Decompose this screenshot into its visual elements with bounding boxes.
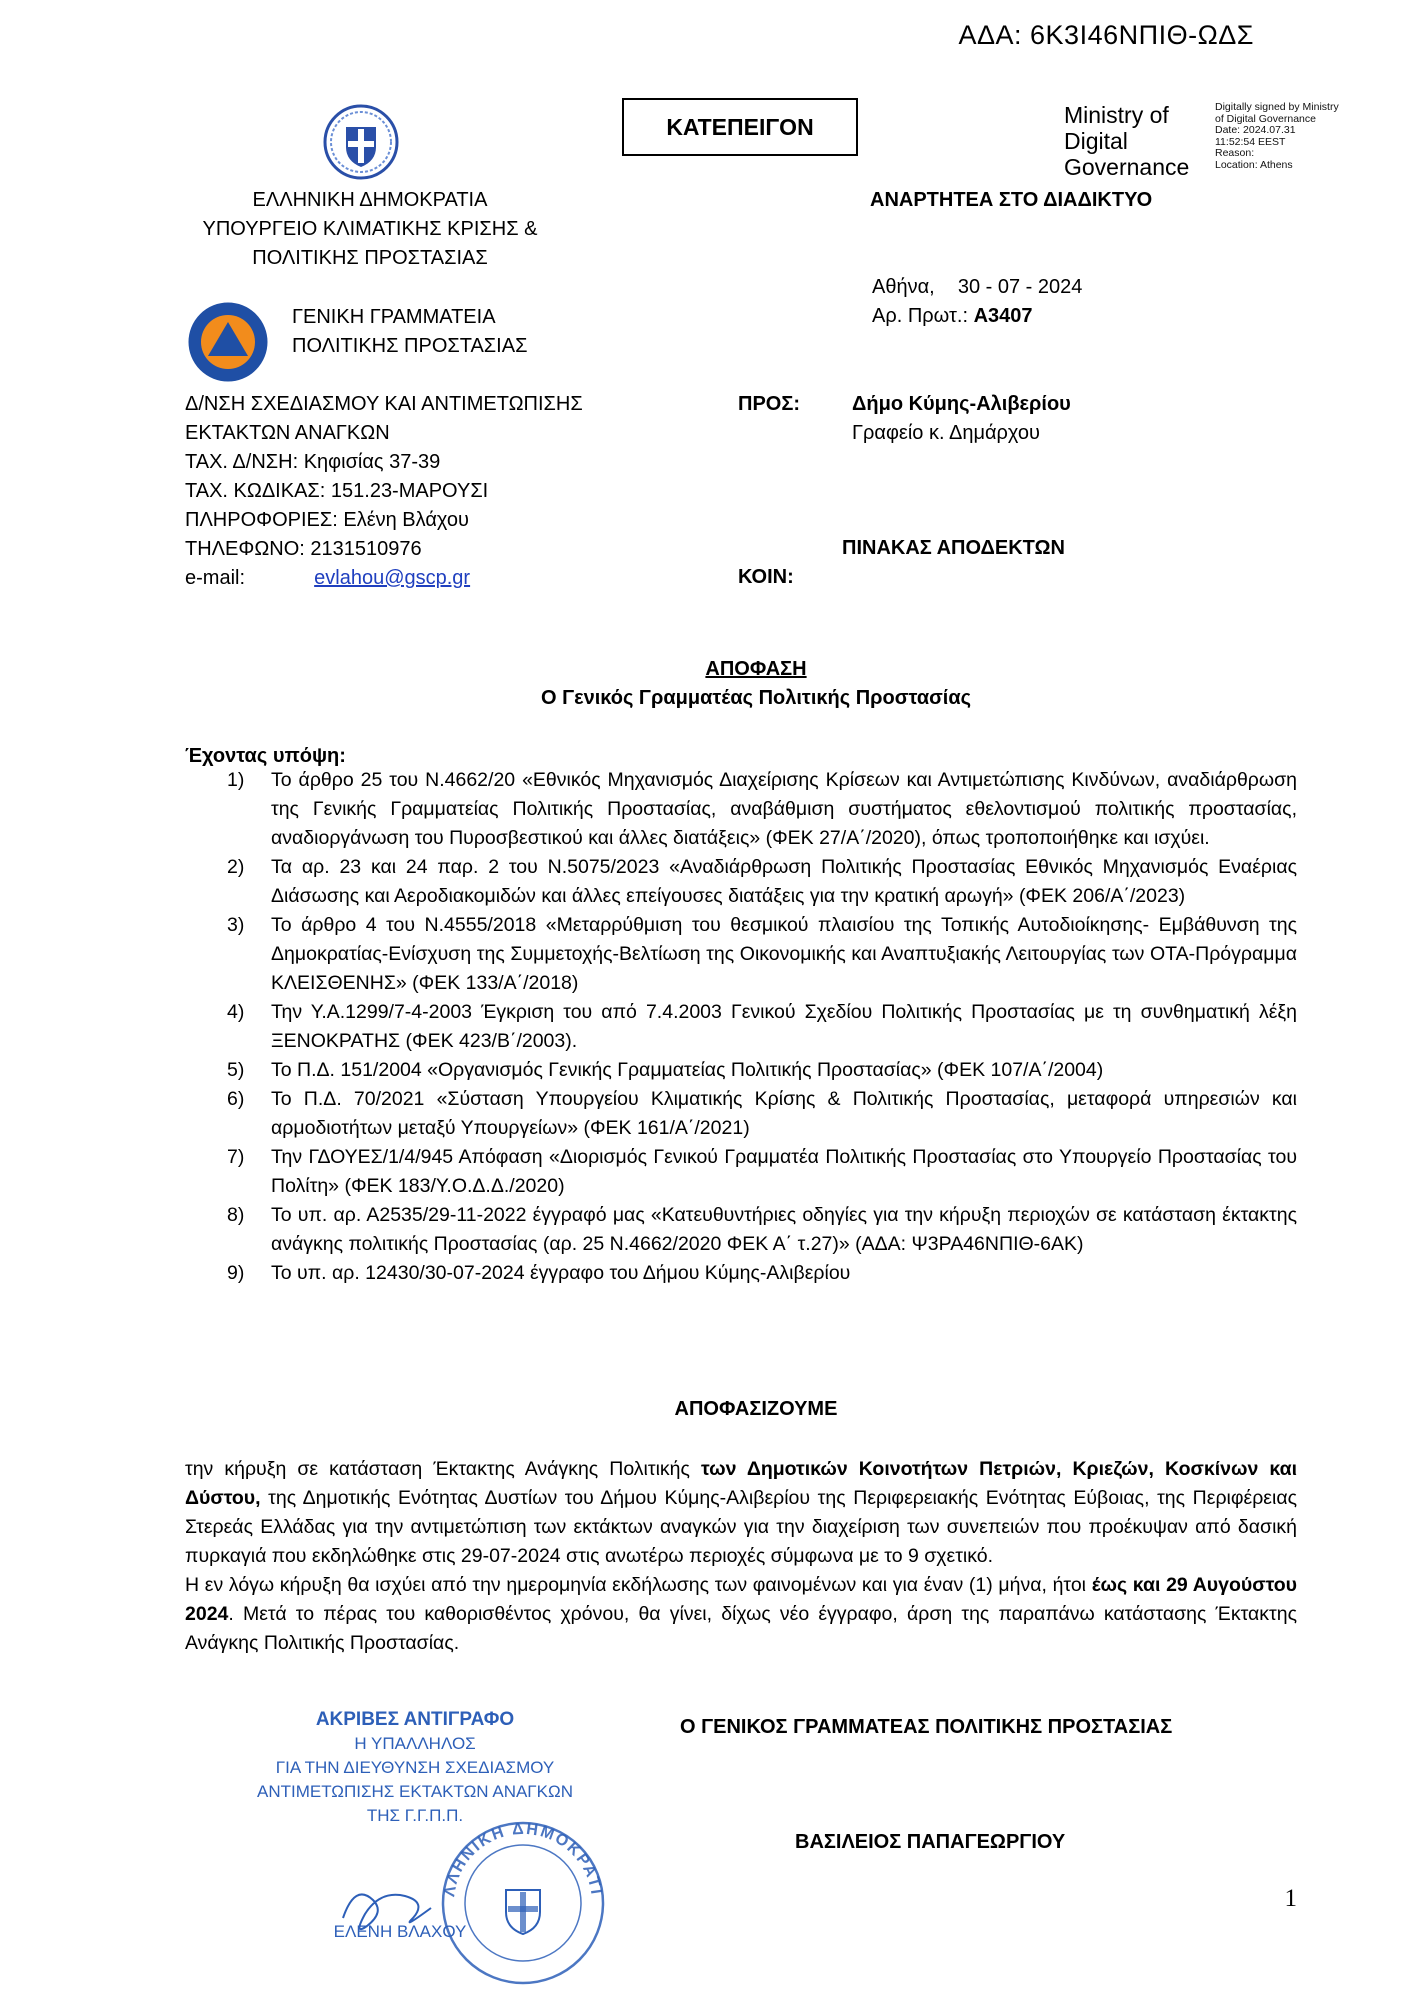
- item-text: Το Π.Δ. 70/2021 «Σύσταση Υπουργείου Κλιματικής Κρίσης & Πολιτικής Προστασίας, μεταφορά υπηρεσιών και αρμοδιοτήτων μεταξύ Υπουργείων» (ΦΕΚ 161/Α΄/2021): [271, 1088, 1297, 1139]
- greek-coat-of-arms-icon: [322, 103, 400, 181]
- p2-text-c: . Μετά το πέρας του καθορισθέντος χρόνου, θα γίνει, δίχως νέο έγγραφο, άρση της παραπάνω κατάστασης Έκτακτης Ανάγκης Πολιτικής Προστασίας.: [185, 1603, 1297, 1654]
- list-item: [185, 998, 1297, 1056]
- decision-body: [185, 1455, 1297, 1658]
- item-number: 1): [227, 769, 245, 791]
- certified-copy-stamp: [235, 1708, 595, 1828]
- ministry-line: Ministry of: [1064, 102, 1169, 128]
- sig-line: Date: 2024.07.31: [1215, 124, 1296, 136]
- to-label: ΠΡΟΣ:: [738, 393, 801, 415]
- item-number: 7): [227, 1146, 245, 1168]
- item-number: 8): [227, 1204, 245, 1226]
- item-text: Το υπ. αρ. Α2535/29-11-2022 έγγραφό μας «Κατευθυντήριες οδηγίες για την κήρυξη περιοχών σε κατάσταση έκτακτης ανάγκης πολιτικής Προστασίας (αρ. 25 Ν.4662/2020 ΦΕΚ Α΄ τ.27)» (ΑΔΑ: Ψ3ΡΑ46ΝΠΙΘ-6ΑΚ): [271, 1204, 1297, 1255]
- ministry-line-1: ΥΠΟΥΡΓΕΙΟ ΚΛΙΜΑΤΙΚΗΣ ΚΡΙΣΗΣ &: [202, 218, 538, 240]
- item-text: Το Π.Δ. 151/2004 «Οργανισμός Γενικής Γραμματείας Πολιτικής Προστασίας» (ΦΕΚ 107/Α΄/2004): [271, 1059, 1104, 1081]
- official-seal-icon: [438, 1818, 608, 1988]
- email-line: [185, 564, 645, 593]
- urgent-box: ΚΑΤΕΠΕΙΓΟΝ: [622, 98, 858, 156]
- directorate-line-1: Δ/ΝΣΗ ΣΧΕΔΙΑΣΜΟΥ ΚΑΙ ΑΝΤΙΜΕΤΩΠΙΣΗΣ: [185, 393, 583, 415]
- issuer-block: [160, 186, 580, 273]
- stamp-line-1: ΑΚΡΙΒΕΣ ΑΝΤΙΓΡΑΦΟ: [315, 1709, 515, 1730]
- p2-text-b: έως και 29 Αυγούστου 2024: [185, 1574, 1297, 1625]
- stamp-line-5: ΤΗΣ Γ.Γ.Π.Π.: [366, 1806, 464, 1825]
- decision-title: ΑΠΟΦΑΣΗ: [705, 658, 807, 680]
- ministry-digital-governance: [1064, 102, 1189, 180]
- to-name: Δήμο Κύμης-Αλιβερίου: [852, 393, 1071, 415]
- sig-line: Location: Athens: [1215, 158, 1293, 171]
- considering-list: [185, 766, 1297, 1288]
- civil-protection-logo-icon: [186, 300, 270, 384]
- list-item: [185, 1085, 1297, 1143]
- to-block: [852, 390, 1071, 448]
- paragraph-declaration: [185, 1455, 1297, 1571]
- item-text: Τα αρ. 23 και 24 παρ. 2 του Ν.5075/2023 «Αναδιάρθρωση Πολιτικής Προστασίας Εθνικός Μηχανισμός Εναέριας Διάσωσης και Αεροδιακομιδών και άλλες επείγουσες διατάξεις για την κρατική αρωγή» (ΦΕΚ 206/Α΄/2023): [271, 856, 1297, 907]
- koin-value: ΠΙΝΑΚΑΣ ΑΠΟΔΕΚΤΩΝ: [842, 537, 1065, 559]
- paragraph-validity: [185, 1571, 1297, 1658]
- gen-sec-line-1: ΓΕΝΙΚΗ ΓΡΑΜΜΑΤΕΙΑ: [292, 306, 496, 328]
- p2-text-a: Η εν λόγω κήρυξη θα ισχύει από την ημερομηνία εκδήλωσης των φαινομένων και για έναν (1) μήνα, ήτοι: [185, 1574, 1092, 1596]
- item-text: Το υπ. αρ. 12430/30-07-2024 έγγραφο του Δήμου Κύμης-Αλιβερίου: [271, 1262, 851, 1284]
- list-item: [185, 853, 1297, 911]
- stamp-line-4: ΑΝΤΙΜΕΤΩΠΙΣΗΣ ΕΚΤΑΚΤΩΝ ΑΝΑΓΚΩΝ: [257, 1782, 573, 1801]
- protocol-line: [872, 302, 1033, 331]
- to-office: Γραφείο κ. Δημάρχου: [852, 422, 1040, 444]
- directorate-block: [185, 390, 645, 593]
- item-number: 6): [227, 1088, 245, 1110]
- item-text: Την Υ.Α.1299/7-4-2003 Έγκριση του από 7.4.2003 Γενικού Σχεδίου Πολιτικής Προστασίας με τη συνθηματική λέξη ΞΕΝΟΚΡΑΤΗΣ (ΦΕΚ 423/Β΄/2003).: [271, 1001, 1297, 1052]
- page-number: 1: [1284, 1885, 1297, 1912]
- list-item: [185, 1056, 1297, 1085]
- sig-line: of Digital Governance: [1215, 112, 1316, 125]
- ministry-line-2: ΠΟΛΙΤΙΚΗΣ ΠΡΟΣΤΑΣΙΑΣ: [252, 247, 488, 269]
- ada-code: ΑΔΑ: 6Κ3Ι46ΝΠΙΘ-ΩΔΣ: [958, 20, 1254, 50]
- item-number: 2): [227, 856, 245, 878]
- email-label: e-mail:: [185, 567, 246, 589]
- protocol-value: Α3407: [973, 305, 1033, 327]
- we-decide-heading: ΑΠΟΦΑΣΙΖΟΥΜΕ: [674, 1398, 838, 1420]
- item-number: 3): [227, 914, 245, 936]
- item-number: 5): [227, 1059, 245, 1081]
- signature-name: ΒΑΣΙΛΕΙΟΣ ΠΑΠΑΓΕΩΡΓΙΟΥ: [795, 1831, 1066, 1853]
- stamp-line-2: Η ΥΠΑΛΛΗΛΟΣ: [354, 1734, 476, 1753]
- general-secretariat-block: [292, 303, 527, 361]
- p1-text-c: της Δημοτικής Ενότητας Δυστίων του Δήμου Κύμης-Αλιβερίου της Περιφερειακής Ενότητας Εύβοιας, της Περιφέρειας Στερεάς Ελλάδας για την αντιμετώπιση των εκτάκτων αναγκών για την διαχείριση των συνεπειών που προέκυψαν από δασική πυρκαγιά που εκδηλώθηκε στις 29-07-2024 στις ανωτέρω περιοχές σύμφωνα με το 9 σχετικό.: [185, 1487, 1297, 1567]
- item-text: Το άρθρο 4 του Ν.4555/2018 «Μεταρρύθμιση του θεσμικού πλαισίου της Τοπικής Αυτοδιοίκησης- Εμβάθυνση της Δημοκρατίας-Ενίσχυση της Συμμετοχής-Βελτίωση της Οικονομικής και Αναπτυξιακής Λειτουργίας των ΟΤΑ-Πρόγραμμα ΚΛΕΙΣΘΕΝΗΣ» (ΦΕΚ 133/Α΄/2018): [271, 914, 1297, 994]
- stamp-line-3: ΓΙΑ ΤΗΝ ΔΙΕΥΘΥΝΣΗ ΣΧΕΔΙΑΣΜΟΥ: [275, 1758, 555, 1777]
- considering-heading: Έχοντας υπόψη:: [185, 745, 346, 767]
- phone-line: ΤΗΛΕΦΩΝΟ: 2131510976: [185, 538, 422, 560]
- item-number: 4): [227, 1001, 245, 1023]
- seal-text: ΛΛΗΝΙΚΗ ΔΗΜΟΚΡΑΤΙ: [441, 1820, 605, 1899]
- sig-line: 11:52:54 EEST: [1215, 135, 1286, 148]
- post-online-label: ΑΝΑΡΤΗΤΕΑ ΣΤΟ ΔΙΑΔΙΚΤΥΟ: [870, 189, 1153, 211]
- sig-line: Reason:: [1215, 147, 1255, 159]
- directorate-line-2: ΕΚΤΑΚΤΩΝ ΑΝΑΓΚΩΝ: [185, 422, 390, 444]
- item-text: Την ΓΔΟΥΕΣ/1/4/945 Απόφαση «Διορισμός Γενικού Γραμματέα Πολιτικής Προστασίας στο Υπουργείο Προστασίας του Πολίτη» (ΦΕΚ 183/Υ.Ο.Δ.Δ./2020): [271, 1146, 1297, 1197]
- signature-title: Ο ΓΕΝΙΚΟΣ ΓΡΑΜΜΑΤΕΑΣ ΠΟΛΙΤΙΚΗΣ ΠΡΟΣΤΑΣΙΑΣ: [680, 1716, 1173, 1738]
- list-item: [185, 911, 1297, 998]
- list-item: [185, 1259, 1297, 1288]
- koin-label: ΚΟΙΝ:: [738, 566, 794, 588]
- email-link[interactable]: evlahou@gscp.gr: [314, 567, 471, 589]
- republic-label: ΕΛΛΗΝΙΚΗ ΔΗΜΟΚΡΑΤΙΑ: [252, 189, 488, 211]
- address-line: ΤΑΧ. Δ/ΝΣΗ: Κηφισίας 37-39: [185, 451, 441, 473]
- list-item: [185, 766, 1297, 853]
- protocol-label: Αρ. Πρωτ.:: [872, 305, 968, 327]
- svg-text:ΕΛΛΗΝΙΚΗ ΔΗΜΟΚΡΑΤΙΑ: [438, 1818, 605, 1898]
- date-line: [872, 273, 1082, 302]
- decision-subtitle: Ο Γενικός Γραμματέας Πολιτικής Προστασίας: [540, 687, 972, 709]
- ministry-line: Digital: [1064, 128, 1128, 154]
- list-item: [185, 1201, 1297, 1259]
- sig-line: Digitally signed by Ministry: [1215, 101, 1339, 113]
- date-value: 30 - 07 - 2024: [957, 276, 1083, 298]
- p1-text-b: των Δημοτικών Κοινοτήτων Πετριών, Κριεζών, Κοσκίνων και Δύστου,: [185, 1458, 1297, 1509]
- digital-signature-meta: [1215, 102, 1339, 171]
- date-place: Αθήνα,: [872, 276, 935, 298]
- item-number: 9): [227, 1262, 245, 1284]
- postcode-line: ΤΑΧ. ΚΩΔΙΚΑΣ: 151.23-ΜΑΡΟΥΣΙ: [185, 480, 489, 502]
- list-item: [185, 1143, 1297, 1201]
- item-text: Το άρθρο 25 του Ν.4662/20 «Εθνικός Μηχανισμός Διαχείρισης Κρίσεων και Αντιμετώπισης Κινδύνων, αναδιάρθρωση της Γενικής Γραμματείας Πολιτικής Προστασίας, αναβάθμιση συστήματος εθελοντισμού πολιτικής προστασίας, αναδιοργάνωση του Πυροσβεστικού και άλλες διατάξεις» (ΦΕΚ 27/Α΄/2020), όπως τροποποιήθηκε και ισχύει.: [271, 769, 1297, 849]
- p1-text-a: την κήρυξη σε κατάσταση Έκτακτης Ανάγκης Πολιτικής: [185, 1458, 701, 1480]
- ministry-line: Governance: [1064, 154, 1190, 180]
- gen-sec-line-2: ΠΟΛΙΤΙΚΗΣ ΠΡΟΣΤΑΣΙΑΣ: [292, 335, 528, 357]
- stamp-line-6: ΕΛΕΝΗ ΒΛΑΧΟΥ: [333, 1922, 467, 1941]
- info-line: ΠΛΗΡΟΦΟΡΙΕΣ: Ελένη Βλάχου: [185, 509, 469, 531]
